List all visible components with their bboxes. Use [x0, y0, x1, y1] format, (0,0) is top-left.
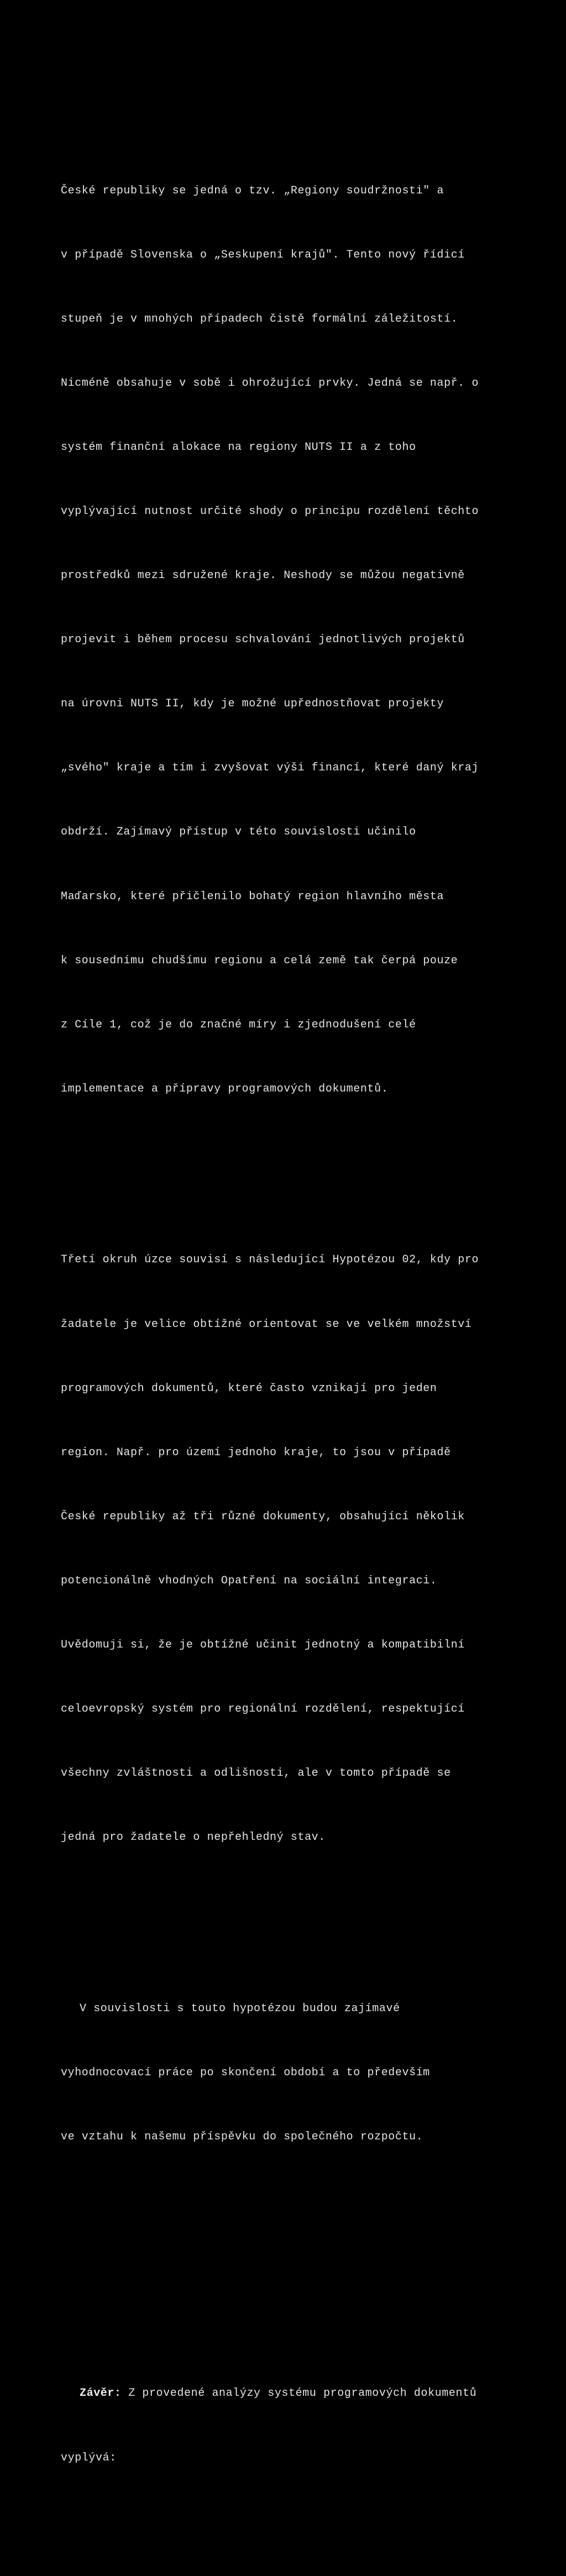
conclusion-text: Z provedené analýzy systému programových dokumentů	[121, 2387, 477, 2400]
text-line: celoevropský systém pro regionální rozdělení, respektující	[61, 1703, 465, 1716]
text-line: projevit i během procesu schvalování jednotlivých projektů	[61, 633, 465, 647]
paragraph-1	[61, 138, 525, 1143]
text-line: Nicméně obsahuje v sobě i ohrožující prvky. Jedná se např. o	[61, 376, 479, 390]
text-line: všechny zvláštnosti a odlišnosti, ale v tomto případě se	[61, 1767, 451, 1780]
text-line: ve vztahu k našemu příspěvku do společného rozpočtu.	[61, 2131, 423, 2144]
text-line: prostředků mezi sdružené kraje. Neshody se můžou negativně	[61, 569, 465, 583]
text-line: Třetí okruh úzce souvisí s následující Hypotézou 02, kdy pro	[61, 1253, 479, 1267]
conclusion-continuation: vyplývá:	[61, 2451, 117, 2464]
text-line: v případě Slovenska o „Seskupení krajů". Tento nový řídicí	[61, 248, 465, 261]
text-line: České republiky až tři různé dokumenty, obsahující několik	[61, 1510, 465, 1523]
text-line: z Cíle 1, což je do značné míry i zjednodušení celé	[61, 1018, 416, 1031]
conclusion	[61, 2341, 525, 2512]
text-line: obdrží. Zajímavý přístup v této souvislosti učinilo	[61, 826, 416, 839]
paragraph-3	[61, 1955, 525, 2191]
text-line: stupeň je v mnohých případech čistě formální záležitostí.	[61, 312, 458, 326]
conclusion-line	[61, 2383, 525, 2405]
text-line: „svého" kraje a tím i zvyšovat výši financí, které daný kraj	[61, 762, 479, 775]
paragraph-2	[61, 1207, 525, 1891]
text-line: České republiky se jedná o tzv. „Regiony soudržnosti" a	[61, 184, 444, 197]
text-line: implementace a přípravy programových dokumentů.	[61, 1082, 389, 1095]
text-line: vyplývající nutnost určité shody o principu rozdělení těchto	[61, 505, 479, 518]
text-line: Uvědomuji si, že je obtížné učinit jednotný a kompatibilní	[61, 1639, 465, 1651]
text-line: jedná pro žadatele o nepřehledný stav.	[61, 1831, 326, 1844]
text-line: vyhodnocovací práce po skončení období a to především	[61, 2066, 430, 2079]
text-line: žadatele je velice obtížné orientovat se ve velkém množství	[61, 1318, 472, 1331]
paragraph-spacer	[61, 2255, 525, 2276]
conclusion-label: Závěr:	[80, 2387, 122, 2400]
document-body	[61, 74, 525, 2576]
text-line: na úrovni NUTS II, kdy je možné upřednostňovat projekty	[61, 697, 444, 711]
text-line: k sousednímu chudšímu regionu a celá země tak čerpá pouze	[61, 954, 458, 967]
text-line: programových dokumentů, které často vznikají pro jeden	[61, 1382, 437, 1395]
text-line: systém finanční alokace na regiony NUTS II a z toho	[61, 440, 416, 454]
text-line: Maďarsko, které přičlenilo bohatý region hlavního města	[61, 890, 444, 903]
text-line: potencionálně vhodných Opatření na sociální integraci.	[61, 1574, 437, 1587]
text-line: region. Např. pro území jednoho kraje, to jsou v případě	[61, 1446, 451, 1459]
text-line: V souvislosti s touto hypotézou budou zajímavé	[80, 2002, 400, 2015]
